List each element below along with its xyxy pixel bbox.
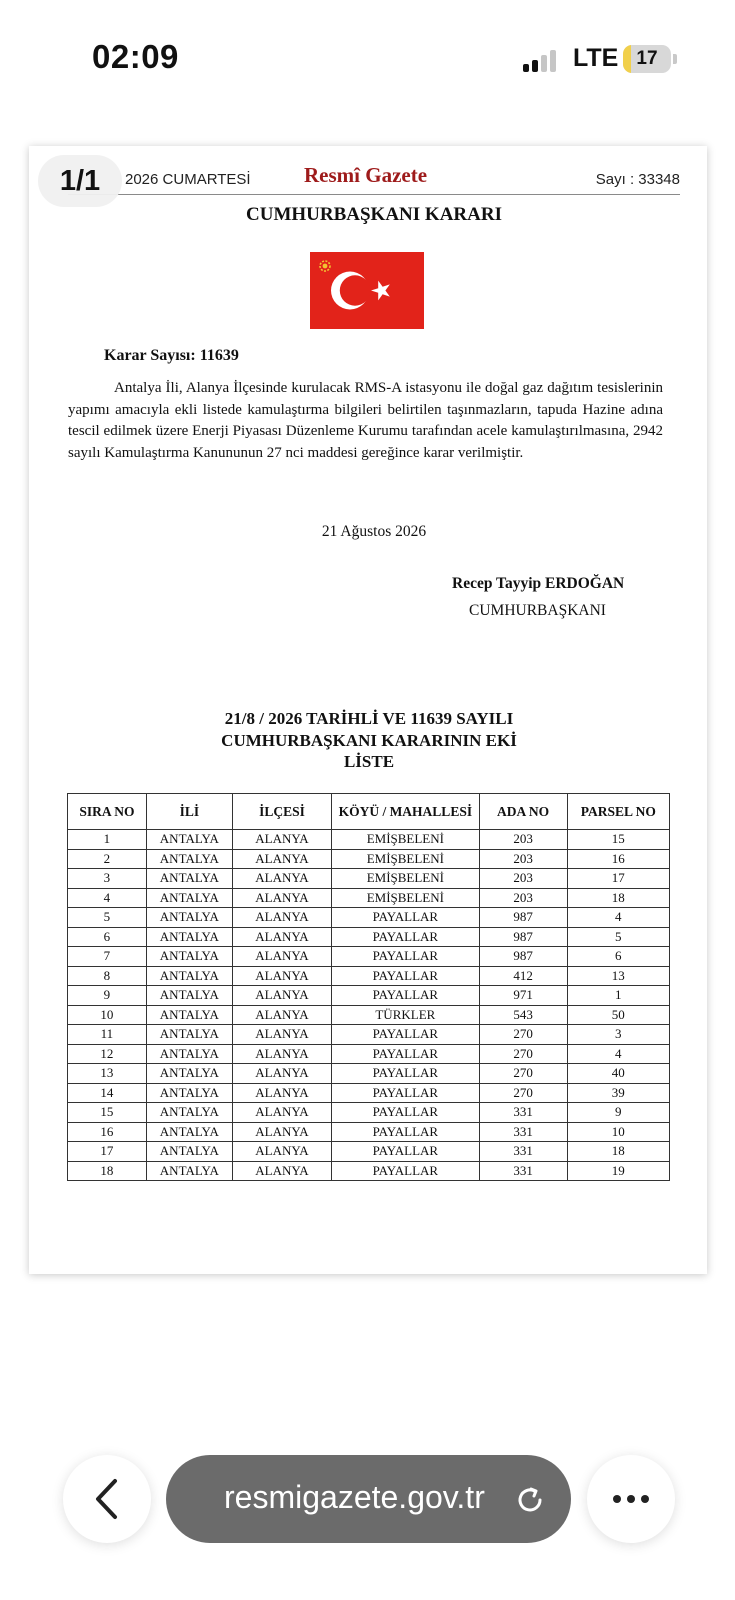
ada-no-cell: 987 — [479, 927, 567, 947]
table-row — [68, 1025, 670, 1045]
sira-no-cell: 9 — [68, 986, 147, 1006]
ada-no-cell: 543 — [479, 1005, 567, 1025]
parsel-no-cell: 40 — [567, 1064, 669, 1084]
gazette-issue: Sayı : 33348 — [595, 171, 680, 188]
battery-level: 17 — [636, 48, 658, 69]
ilcesi-cell: ALANYA — [232, 1044, 331, 1064]
ili-cell: ANTALYA — [146, 1161, 232, 1181]
ada-no-cell: 331 — [479, 1122, 567, 1142]
ada-no-cell: 987 — [479, 947, 567, 967]
table-row — [68, 927, 670, 947]
ilcesi-cell: ALANYA — [232, 869, 331, 889]
parsel-no-cell: 18 — [567, 1142, 669, 1162]
ilcesi-cell: ALANYA — [232, 830, 331, 850]
sira-no-cell: 8 — [68, 966, 147, 986]
sira-no-cell: 1 — [68, 830, 147, 850]
ilcesi-cell: ALANYA — [232, 1083, 331, 1103]
parsel-no-cell: 18 — [567, 888, 669, 908]
ili-cell: ANTALYA — [146, 986, 232, 1006]
annex-heading-line: CUMHURBAŞKANI KARARININ EKİ — [221, 730, 517, 750]
parsel-no-cell: 5 — [567, 927, 669, 947]
koyu-mahallesi-cell: EMİŞBELENİ — [332, 849, 479, 869]
sira-no-cell: 10 — [68, 1005, 147, 1025]
decree-date: 21 Ağustos 2026 — [321, 523, 427, 540]
decree-body: Antalya İli, Alanya İlçesinde kurulacak RMS-A istasyonu ile doğal gaz dağıtım tesislerinin yapımı amacıyla ekli listede kamulaştırma bilgileri belirtilen taşınmazların, tapuda Hazine adına tescil edilmek üzere Enerji Piyasası Düzenleme Kurumu tarafından acele kamulaştırılmasına, 2942 sayılı Kamulaştırma Kanununun 27 nci maddesi gereğince karar verilmiştir. — [68, 380, 663, 461]
koyu-mahallesi-cell: PAYALLAR — [332, 927, 479, 947]
table-row — [68, 849, 670, 869]
parsel-no-cell: 9 — [567, 1103, 669, 1123]
table-row — [68, 1005, 670, 1025]
table-row — [68, 830, 670, 850]
ada-no-cell: 203 — [479, 869, 567, 889]
sira-no-cell: 15 — [68, 1103, 147, 1123]
koyu-mahallesi-cell: PAYALLAR — [332, 1142, 479, 1162]
ili-cell: ANTALYA — [146, 1142, 232, 1162]
koyu-mahallesi-cell: PAYALLAR — [332, 1103, 479, 1123]
table-row — [68, 1044, 670, 1064]
annex-heading-line: LİSTE — [343, 752, 395, 771]
ilcesi-cell: ALANYA — [232, 1005, 331, 1025]
sira-no-cell: 6 — [68, 927, 147, 947]
column-header-ili: İLİ — [146, 794, 232, 830]
signer-name: Recep Tayyip ERDOĞAN — [452, 575, 625, 592]
gazette-date: 2026 CUMARTESİ — [125, 171, 251, 188]
ili-cell: ANTALYA — [146, 927, 232, 947]
sira-no-cell: 14 — [68, 1083, 147, 1103]
ada-no-cell: 203 — [479, 888, 567, 908]
ili-cell: ANTALYA — [146, 830, 232, 850]
gazette-title: Resmî Gazete — [304, 163, 428, 187]
ili-cell: ANTALYA — [146, 1083, 232, 1103]
sira-no-cell: 18 — [68, 1161, 147, 1181]
koyu-mahallesi-cell: TÜRKLER — [332, 1005, 479, 1025]
koyu-mahallesi-cell: PAYALLAR — [332, 1161, 479, 1181]
signal-strength-icon — [523, 48, 559, 72]
table-row — [68, 888, 670, 908]
ili-cell: ANTALYA — [146, 869, 232, 889]
ada-no-cell: 331 — [479, 1142, 567, 1162]
page-counter: 1/1 — [38, 155, 122, 207]
column-header-sira-no: SIRA NO — [68, 794, 147, 830]
column-header-ada-no: ADA NO — [479, 794, 567, 830]
ilcesi-cell: ALANYA — [232, 888, 331, 908]
ada-no-cell: 203 — [479, 830, 567, 850]
address-bar[interactable] — [166, 1455, 571, 1543]
table-row — [68, 1142, 670, 1162]
ilcesi-cell: ALANYA — [232, 1142, 331, 1162]
ilcesi-cell: ALANYA — [232, 1161, 331, 1181]
battery-icon — [623, 45, 671, 73]
table-row — [68, 947, 670, 967]
ili-cell: ANTALYA — [146, 1005, 232, 1025]
koyu-mahallesi-cell: EMİŞBELENİ — [332, 830, 479, 850]
gazette-header — [68, 163, 680, 195]
ili-cell: ANTALYA — [146, 1044, 232, 1064]
ada-no-cell: 331 — [479, 1103, 567, 1123]
koyu-mahallesi-cell: EMİŞBELENİ — [332, 869, 479, 889]
sira-no-cell: 2 — [68, 849, 147, 869]
back-button[interactable] — [63, 1455, 151, 1543]
sira-no-cell: 11 — [68, 1025, 147, 1045]
ili-cell: ANTALYA — [146, 888, 232, 908]
status-bar — [0, 0, 735, 110]
sira-no-cell: 5 — [68, 908, 147, 928]
more-options-button[interactable] — [587, 1455, 675, 1543]
koyu-mahallesi-cell: PAYALLAR — [332, 986, 479, 1006]
sira-no-cell: 3 — [68, 869, 147, 889]
ada-no-cell: 987 — [479, 908, 567, 928]
ili-cell: ANTALYA — [146, 908, 232, 928]
parsel-no-cell: 3 — [567, 1025, 669, 1045]
table-row — [68, 1122, 670, 1142]
koyu-mahallesi-cell: PAYALLAR — [332, 1064, 479, 1084]
parsel-no-cell: 50 — [567, 1005, 669, 1025]
turkish-flag-icon — [310, 252, 424, 329]
koyu-mahallesi-cell: PAYALLAR — [332, 1122, 479, 1142]
ilcesi-cell: ALANYA — [232, 947, 331, 967]
ilcesi-cell: ALANYA — [232, 986, 331, 1006]
parsel-no-cell: 17 — [567, 869, 669, 889]
ilcesi-cell: ALANYA — [232, 1122, 331, 1142]
parsel-no-cell: 4 — [567, 908, 669, 928]
sira-no-cell: 16 — [68, 1122, 147, 1142]
koyu-mahallesi-cell: PAYALLAR — [332, 1025, 479, 1045]
ili-cell: ANTALYA — [146, 1103, 232, 1123]
annex-heading — [68, 708, 670, 773]
table-row — [68, 1083, 670, 1103]
ilcesi-cell: ALANYA — [232, 1025, 331, 1045]
parsel-no-cell: 16 — [567, 849, 669, 869]
parsel-no-cell: 10 — [567, 1122, 669, 1142]
koyu-mahallesi-cell: PAYALLAR — [332, 908, 479, 928]
parsel-no-cell: 39 — [567, 1083, 669, 1103]
ilcesi-cell: ALANYA — [232, 908, 331, 928]
sira-no-cell: 7 — [68, 947, 147, 967]
table-row — [68, 869, 670, 889]
ada-no-cell: 270 — [479, 1044, 567, 1064]
ilcesi-cell: ALANYA — [232, 1103, 331, 1123]
ada-no-cell: 270 — [479, 1083, 567, 1103]
column-header-koyu-mahallesi: KÖYÜ / MAHALLESİ — [332, 794, 479, 830]
decree-title: CUMHURBAŞKANI KARARI — [246, 204, 502, 225]
ili-cell: ANTALYA — [146, 1064, 232, 1084]
ada-no-cell: 270 — [479, 1025, 567, 1045]
table-row — [68, 966, 670, 986]
battery-cap — [673, 54, 677, 64]
parsel-no-cell: 6 — [567, 947, 669, 967]
status-time: 02:09 — [92, 38, 179, 75]
signer-title: CUMHURBAŞKANI — [469, 602, 606, 619]
column-header-ilcesi: İLÇESİ — [232, 794, 331, 830]
koyu-mahallesi-cell: PAYALLAR — [332, 1044, 479, 1064]
ilcesi-cell: ALANYA — [232, 1064, 331, 1084]
koyu-mahallesi-cell: PAYALLAR — [332, 1083, 479, 1103]
koyu-mahallesi-cell: PAYALLAR — [332, 947, 479, 967]
annex-heading-line: 21/8 / 2026 TARİHLİ VE 11639 SAYILI — [224, 709, 514, 728]
ili-cell: ANTALYA — [146, 947, 232, 967]
table-row — [68, 986, 670, 1006]
sira-no-cell: 13 — [68, 1064, 147, 1084]
ada-no-cell: 203 — [479, 849, 567, 869]
parsel-no-cell: 4 — [567, 1044, 669, 1064]
chevron-left-icon — [63, 1455, 151, 1543]
reload-icon[interactable] — [514, 1484, 546, 1516]
sira-no-cell: 4 — [68, 888, 147, 908]
ilcesi-cell: ALANYA — [232, 927, 331, 947]
ada-no-cell: 971 — [479, 986, 567, 1006]
network-type: LTE — [573, 44, 619, 72]
ili-cell: ANTALYA — [146, 1122, 232, 1142]
ilcesi-cell: ALANYA — [232, 849, 331, 869]
ili-cell: ANTALYA — [146, 966, 232, 986]
parcel-table — [67, 793, 670, 1181]
table-header-row — [68, 794, 670, 830]
ili-cell: ANTALYA — [146, 849, 232, 869]
ellipsis-icon — [587, 1455, 675, 1543]
ilcesi-cell: ALANYA — [232, 966, 331, 986]
ada-no-cell: 412 — [479, 966, 567, 986]
table-row — [68, 1064, 670, 1084]
url-text: resmigazete.gov.tr — [224, 1479, 485, 1515]
table-row — [68, 908, 670, 928]
koyu-mahallesi-cell: EMİŞBELENİ — [332, 888, 479, 908]
table-row — [68, 1161, 670, 1181]
decree-number: Karar Sayısı: 11639 — [104, 347, 239, 364]
ada-no-cell: 331 — [479, 1161, 567, 1181]
ili-cell: ANTALYA — [146, 1025, 232, 1045]
parsel-no-cell: 15 — [567, 830, 669, 850]
sira-no-cell: 17 — [68, 1142, 147, 1162]
parsel-no-cell: 13 — [567, 966, 669, 986]
parsel-no-cell: 19 — [567, 1161, 669, 1181]
ada-no-cell: 270 — [479, 1064, 567, 1084]
koyu-mahallesi-cell: PAYALLAR — [332, 966, 479, 986]
column-header-parsel-no: PARSEL NO — [567, 794, 669, 830]
parsel-no-cell: 1 — [567, 986, 669, 1006]
table-row — [68, 1103, 670, 1123]
sira-no-cell: 12 — [68, 1044, 147, 1064]
